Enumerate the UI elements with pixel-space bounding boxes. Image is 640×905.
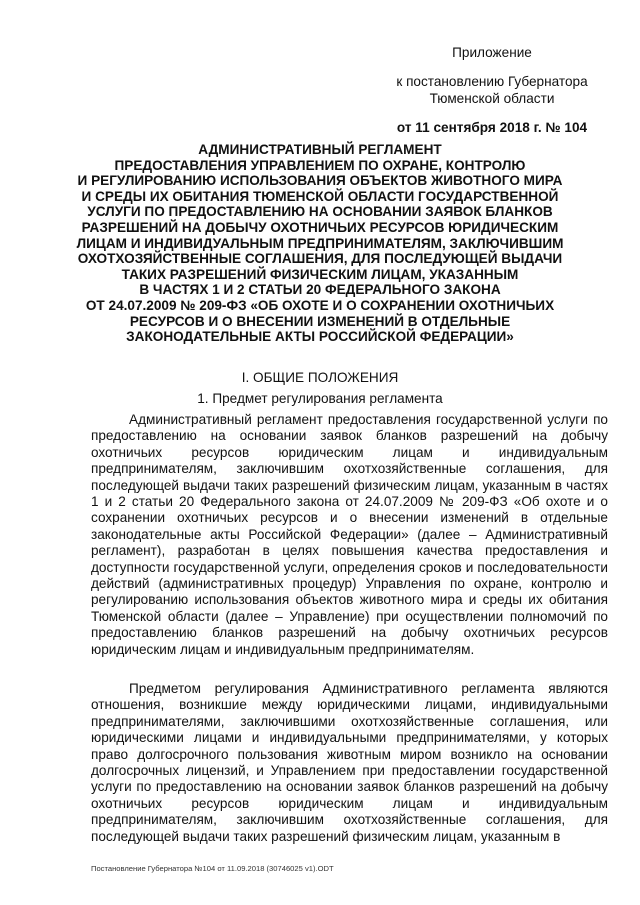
title-line: В ЧАСТЯХ 1 И 2 СТАТЬИ 20 ФЕДЕРАЛЬНОГО ЗАКОНА (139, 282, 501, 298)
title-line: ОХОТХОЗЯЙСТВЕННЫЕ СОГЛАШЕНИЯ, ДЛЯ ПОСЛЕДУЮЩЕЙ ВЫДАЧИ (77, 251, 563, 267)
title-line: ЛИЦАМ И ИНДИВИДУАЛЬНЫМ ПРЕДПРИНИМАТЕЛЯМ, ЗАКЛЮЧИВШИМ (76, 235, 564, 251)
title-line: РАЗРЕШЕНИЙ НА ДОБЫЧУ ОХОТНИЧЬИХ РЕСУРСОВ ЮРИДИЧЕСКИМ (81, 219, 559, 235)
title-line: РЕСУРСОВ И О ВНЕСЕНИИ ИЗМЕНЕНИЙ В ОТДЕЛЬНЫЕ (129, 313, 511, 329)
section-heading: I. ОБЩИЕ ПОЛОЖЕНИЯ (241, 370, 399, 385)
title-line: ТАКИХ РАЗРЕШЕНИЙ ФИЗИЧЕСКИМ ЛИЦАМ, УКАЗАННЫМ (121, 266, 519, 282)
title-line: АДМИНИСТРАТИВНЫЙ РЕГЛАМЕНТ (198, 142, 442, 157)
document-title (60, 142, 580, 345)
page-footer: Постановление Губернатора №104 от 11.09.2018 (30746025 v1).ODT (91, 864, 334, 873)
appendix-decree-ref-line-1: к постановлению Губернатора (396, 74, 588, 89)
title-line: И РЕГУЛИРОВАНИЮ ИСПОЛЬЗОВАНИЯ ОБЪЕКТОВ ЖИВОТНОГО МИРА (77, 173, 563, 189)
body-paragraph-1: Административный регламент предоставления государственной услуги по предоставлению на основании заявок бланков разрешений на добычу охотничьих ресурсов юридическим лицам и индивидуальным предпринимателям, заключившим охотхозяйственные соглашения, для последующей выдачи таких разрешений физическим лицам, указанным в частях 1 и 2 статьи 20 Федерального закона от 24.07.2009 № 209-ФЗ «Об охоте и о сохранении охотничьих ресурсов и о внесении изменений в отдельные законодательные акты Российской Федерации» (далее – Административный регламент), разработан в целях повышения качества предоставления и доступности государственной услуги, определения сроков и последовательности действий (административных процедур) Управления по охране, контролю и регулированию использования объектов животного мира и среды их обитания Тюменской области (далее – Управление) при осуществлении полномочий по предоставлению бланков разрешений на добычу охотничьих ресурсов юридическим лицам и индивидуальным предпринимателям. (91, 412, 608, 657)
title-line: ОТ 24.07.2009 № 209-ФЗ «ОБ ОХОТЕ И О СОХРАНЕНИИ ОХОТНИЧЬИХ (85, 297, 555, 313)
title-line: ПРЕДОСТАВЛЕНИЯ УПРАВЛЕНИЕМ ПО ОХРАНЕ, КОНТРОЛЮ (114, 157, 526, 173)
appendix-label: Приложение (452, 45, 532, 60)
body-paragraph-2: Предметом регулирования Административного регламента являются отношения, возникшие между юридическими лицами, индивидуальными предпринимателями, заключившими охотхозяйственные соглашения, или юридическими лицами и индивидуальными предпринимателями, у которых право долгосрочного пользования животным миром возникло на основании долгосрочных лицензий, и Управлением при предоставлении государственной услуги по предоставлению на основании заявок бланков разрешений на добычу охотничьих ресурсов юридическим лицам и индивидуальным предпринимателям, заключившим охотхозяйственные соглашения, для последующей выдачи таких разрешений физическим лицам, указанным в (91, 681, 608, 844)
title-line: УСЛУГИ ПО ПРЕДОСТАВЛЕНИЮ НА ОСНОВАНИИ ЗАЯВОК БЛАНКОВ (87, 204, 553, 220)
subsection-heading: 1. Предмет регулирования регламента (197, 391, 443, 406)
title-line: ЗАКОНОДАТЕЛЬНЫЕ АКТЫ РОССИЙСКОЙ ФЕДЕРАЦИИ» (126, 329, 514, 345)
appendix-block (392, 44, 592, 136)
decree-number: от 11 сентября 2018 г. № 104 (396, 120, 588, 135)
title-line: И СРЕДЫ ИХ ОБИТАНИЯ ТЮМЕНСКОЙ ОБЛАСТИ ГОСУДАРСТВЕННОЙ (81, 188, 559, 204)
appendix-decree-ref-line-2: Тюменской области (429, 91, 555, 106)
